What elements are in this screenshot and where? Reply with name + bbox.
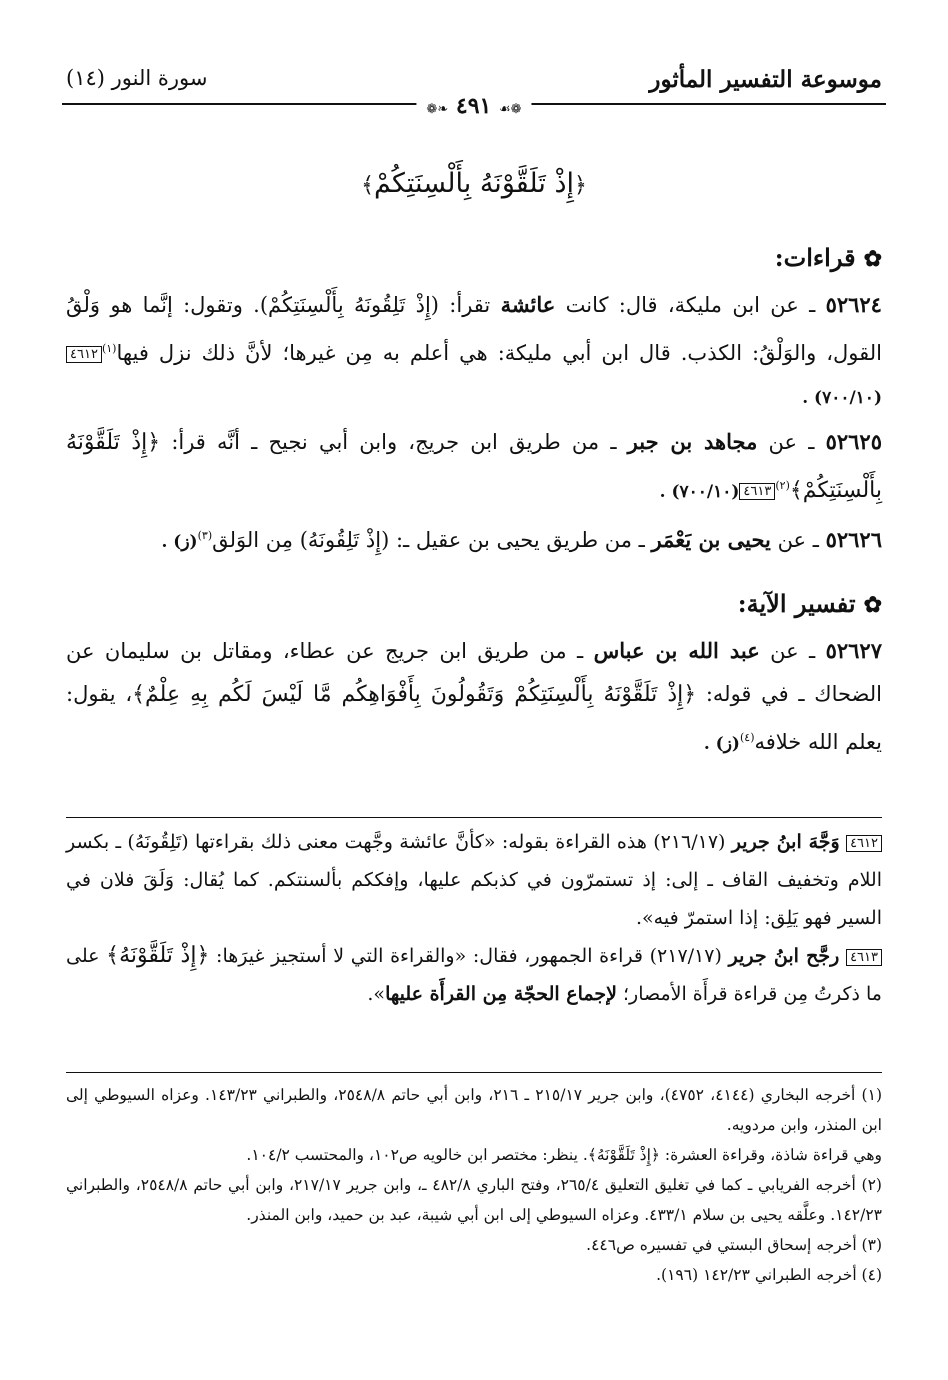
flower-ornament-icon: ✿ (863, 592, 882, 618)
verse-heading: ﴿إِذْ تَلَقَّوْنَهُ بِأَلْسِنَتِكُمْ﴾ (361, 168, 587, 199)
flower-ornament-icon: ✿ (863, 246, 882, 272)
commentary-rule (66, 817, 882, 818)
footnotes (66, 1080, 882, 1290)
commentary-tag[interactable]: ٤٦١٣ (739, 483, 775, 500)
ornament-icon: ❁❧ (426, 102, 449, 117)
surah-header: سورة النور (١٤) (66, 66, 208, 90)
commentary-entry: ٤٦١٣ رجَّح ابنُ جرير (٢١٧/١٧) قراءة الجمهور، فقال: «والقراءة التي لا أستجيز غيرَها: ﴿إِذْ تَلَقَّوْنَهُ﴾ على ما ذكرتُ مِن قراءة قرأَة الأمصار؛ لإجماع الحجّة مِن القرأَة عليها». (66, 943, 882, 1005)
footnote-marker[interactable]: (١) (101, 342, 117, 355)
footnote: (١) أخرجه البخاري (٤١٤٤، ٤٧٥٢)، وابن جرير ٢١٥/١٧ ـ ٢١٦، وابن أبي حاتم ٢٥٤٨/٨، والطبراني ١٤٣/٢٣. وعزاه السيوطي إلى ابن المنذر، وابن مردويه. (66, 1086, 882, 1134)
commentary-entry: ٤٦١٢ وَجَّهَ ابنُ جرير (٢١٦/١٧) هذه القراءة بقوله: «كأنَّ عائشة وجَّهت معنى ذلك بقراءتها (تَلِقُونَهُ) ـ بكسر اللام وتخفيف القاف ـ إلى: إذ تستمرّون في كذبكم عليها، وإفككم بألسنتكم. كما يُقال: وَلَقَ فلان في السير فهو يَلِق: إذا استمرّ فيه». (66, 831, 882, 929)
main-text (66, 238, 882, 766)
footnote-marker[interactable]: (٢) (775, 479, 790, 492)
quran-quote: ﴿إِذْ تَلَقَّوْنَهُ بِأَلْسِنَتِكُمْ وَتَقُولُونَ بِأَفْوَاهِكُم مَّا لَيْسَ لَكُم بِهِ عِلْمٌ﴾ (132, 682, 697, 707)
footnote: (٢) أخرجه الفريابي ـ كما في تغليق التعليق ٢٦٥/٤، وفتح الباري ٤٨٢/٨ ـ، وابن جرير ٢١٧/١٧، وابن أبي حاتم ٢٥٤٨/٨، والطبراني ١٤٢/٢٣. وعلَّقه يحيى بن سلام ٤٣٣/١. وعزاه السيوطي إلى ابن أبي شيبة، عبد بن حميد، وابن المنذر. (66, 1176, 882, 1224)
section-heading: ✿قراءات: (774, 243, 882, 272)
footnote: (٣) أخرجه إسحاق البستي في تفسيره ص٤٤٦. (586, 1236, 882, 1254)
narration-entry: ٥٢٦٢٧ ـ عن عبد الله بن عباس ـ من طريق ابن جريج عن عطاء، ومقاتل بن سليمان عن الضحاك ـ في قوله: ﴿إِذْ تَلَقَّوْنَهُ بِأَلْسِنَتِكُمْ وَتَقُولُونَ بِأَفْوَاهِكُم مَّا لَيْسَ لَكُم بِهِ عِلْمٌ﴾، يقول: يعلم الله خلافه$^{(٤)}$. (ز) (66, 638, 882, 754)
commentary-tag: ٤٦١٣ (846, 949, 882, 966)
quran-quote: ﴿إِذْ تَلَقَّوْنَهُ بِأَلْسِنَتِكُمْ﴾ (66, 430, 882, 503)
footnote-marker[interactable]: (٤) (739, 731, 755, 744)
footnote: (٤) أخرجه الطبراني ١٤٢/٢٣ (١٩٦). (656, 1266, 882, 1284)
quran-quote: ﴿إِذْ تَلَقَّوْنَهُ﴾ (106, 943, 210, 968)
running-title: موسوعة التفسير المأثور (649, 66, 882, 93)
commentary-section (66, 823, 882, 1013)
footnote-marker[interactable]: (٣) (197, 529, 213, 542)
quran-bracket-icon: ﴾ (361, 173, 375, 198)
quran-bracket-icon: ﴿ (573, 173, 587, 198)
footnotes-rule (66, 1072, 882, 1073)
footnote: وهي قراءة شاذة، وقراءة العشرة: ﴿إِذْ تَلَقَّوْنَهُ﴾. ينظر: مختصر ابن خالويه ص١٠٢، والمحتسب ١٠٤/٢. (246, 1146, 882, 1164)
narration-entry: ٥٢٦٢٤ ـ عن ابن مليكة، قال: كانت عائشة تقرأ: (إِذْ تَلِقُونَهُ بِأَلْسِنَتِكُمْ). وتقول: إنَّما هو وَلْقُ القول، والوَلْقُ: الكذب. قال ابن أبي مليكة: هي أعلم به مِن غيرها؛ لأنَّ ذلك نزل فيها$^{(١)}$٤٦١٢. (٧٠٠/١٠) (66, 292, 883, 408)
narration-entry: ٥٢٦٢٥ ـ عن مجاهد بن جبر ـ من طريق ابن جريج، وابن أبي نجيح ـ أنَّه قرأ: ﴿إِذْ تَلَقَّوْنَهُ بِأَلْسِنَتِكُمْ﴾$^{(٢)}$٤٦١٣. (٧٠٠/١٠) (66, 429, 882, 503)
page-number-box (416, 93, 531, 119)
commentary-tag[interactable]: ٤٦١٢ (66, 346, 102, 363)
commentary-tag: ٤٦١٢ (846, 835, 882, 852)
page-number: ٤٩١ (455, 93, 492, 119)
section-heading: ✿تفسير الآية: (737, 589, 882, 618)
ornament-icon: ☙❁ (499, 102, 522, 117)
narration-entry: ٥٢٦٢٦ ـ عن يحيى بن يَعْمَر ـ من طريق يحيى بن عقيل ـ: (إِذْ تَلِقُونَهُ) مِن الوَلق$^{(٣)}$. (ز) (161, 527, 882, 552)
